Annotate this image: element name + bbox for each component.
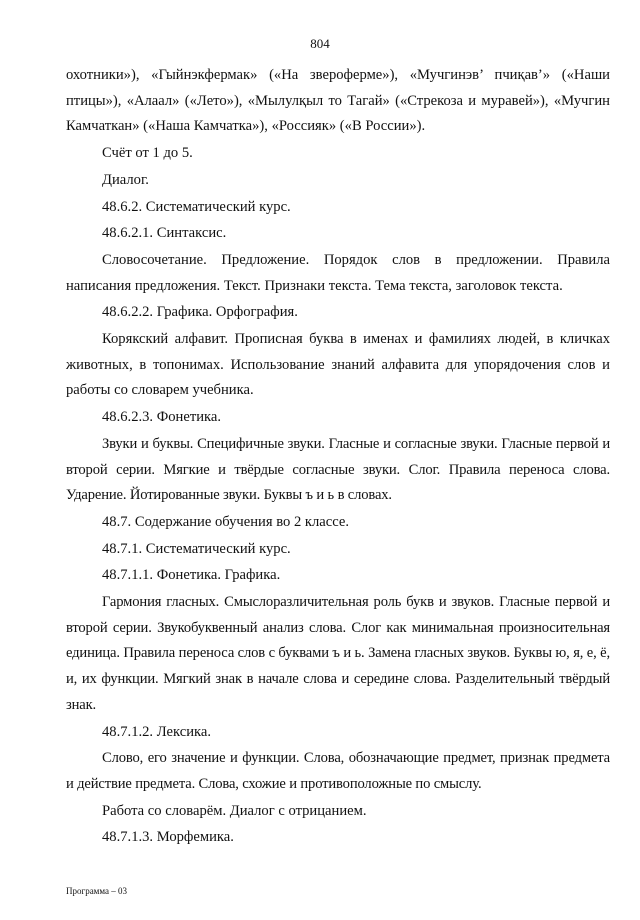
paragraph-text: Слово, его значение и функции. Слова, обозначающие предмет, признак предмета и действие предмета. Слова, схожие и противоположные по смыслу. [66, 750, 610, 792]
paragraph-text: Работа со словарём. Диалог с отрицанием. [102, 802, 367, 819]
paragraph-text: охотники»), «Гыйнэкфермак» («На звероферме»), «Мучгинэв’ пчиқав’» («Наши птицы»), «Алаал» («Лето»), «Мылулқыл то Тагай» («Стрекоза и муравей»), «Мучгин Камчаткан» («Наша Камчатка»), «Россияк» («В России»). [66, 67, 610, 135]
section-heading: 48.7.1. Систематический курс. [102, 540, 291, 557]
paragraph-text: Счёт от 1 до 5. [102, 145, 193, 162]
document-body [66, 63, 610, 852]
paragraph-text: Диалог. [102, 171, 149, 188]
paragraph-text: Словосочетание. Предложение. Порядок слов в предложении. Правила написания предложения. Текст. Признаки текста. Тема текста, заголовок текста. [66, 251, 610, 294]
paragraph-text: Гармония гласных. Смыслоразличительная роль букв и звуков. Гласные первой и второй серии. Звукобуквенный анализ слова. Слог как минимальная произносительная единица. Правила переноса слов с буквами ъ и ь. Замена гласных звуков. Буквы ю, я, е, ё, и, их функции. Мягкий знак в начале слова и середине слова. Разделительный твёрдый знак. [66, 594, 610, 713]
section-heading: 48.6.2.2. Графика. Орфография. [102, 304, 298, 321]
section-heading: 48.6.2.1. Синтаксис. [102, 225, 227, 242]
paragraph-text: Звуки и буквы. Специфичные звуки. Гласные и согласные звуки. Гласные первой и второй серии. Мягкие и твёрдые согласные звуки. Слог. Правила переноса слова. Ударение. Йотированные звуки. Буквы ъ и ь в словах. [66, 435, 610, 504]
paragraph-text: Корякский алфавит. Прописная буква в именах и фамилиях людей, в кличках животных, в топонимах. Использование знаний алфавита для упорядочения слов и работы со словарем учебника. [66, 331, 610, 399]
section-heading: 48.7. Содержание обучения во 2 классе. [102, 513, 350, 530]
section-heading: 48.7.1.1. Фонетика. Графика. [102, 567, 281, 584]
section-heading: 48.7.1.3. Морфемика. [102, 829, 234, 846]
page-footer: Программа – 03 [66, 886, 128, 896]
section-heading: 48.6.2. Систематический курс. [102, 198, 291, 215]
page-number: 804 [310, 36, 330, 51]
section-heading: 48.7.1.2. Лексика. [102, 723, 212, 740]
section-heading: 48.6.2.3. Фонетика. [102, 409, 222, 426]
